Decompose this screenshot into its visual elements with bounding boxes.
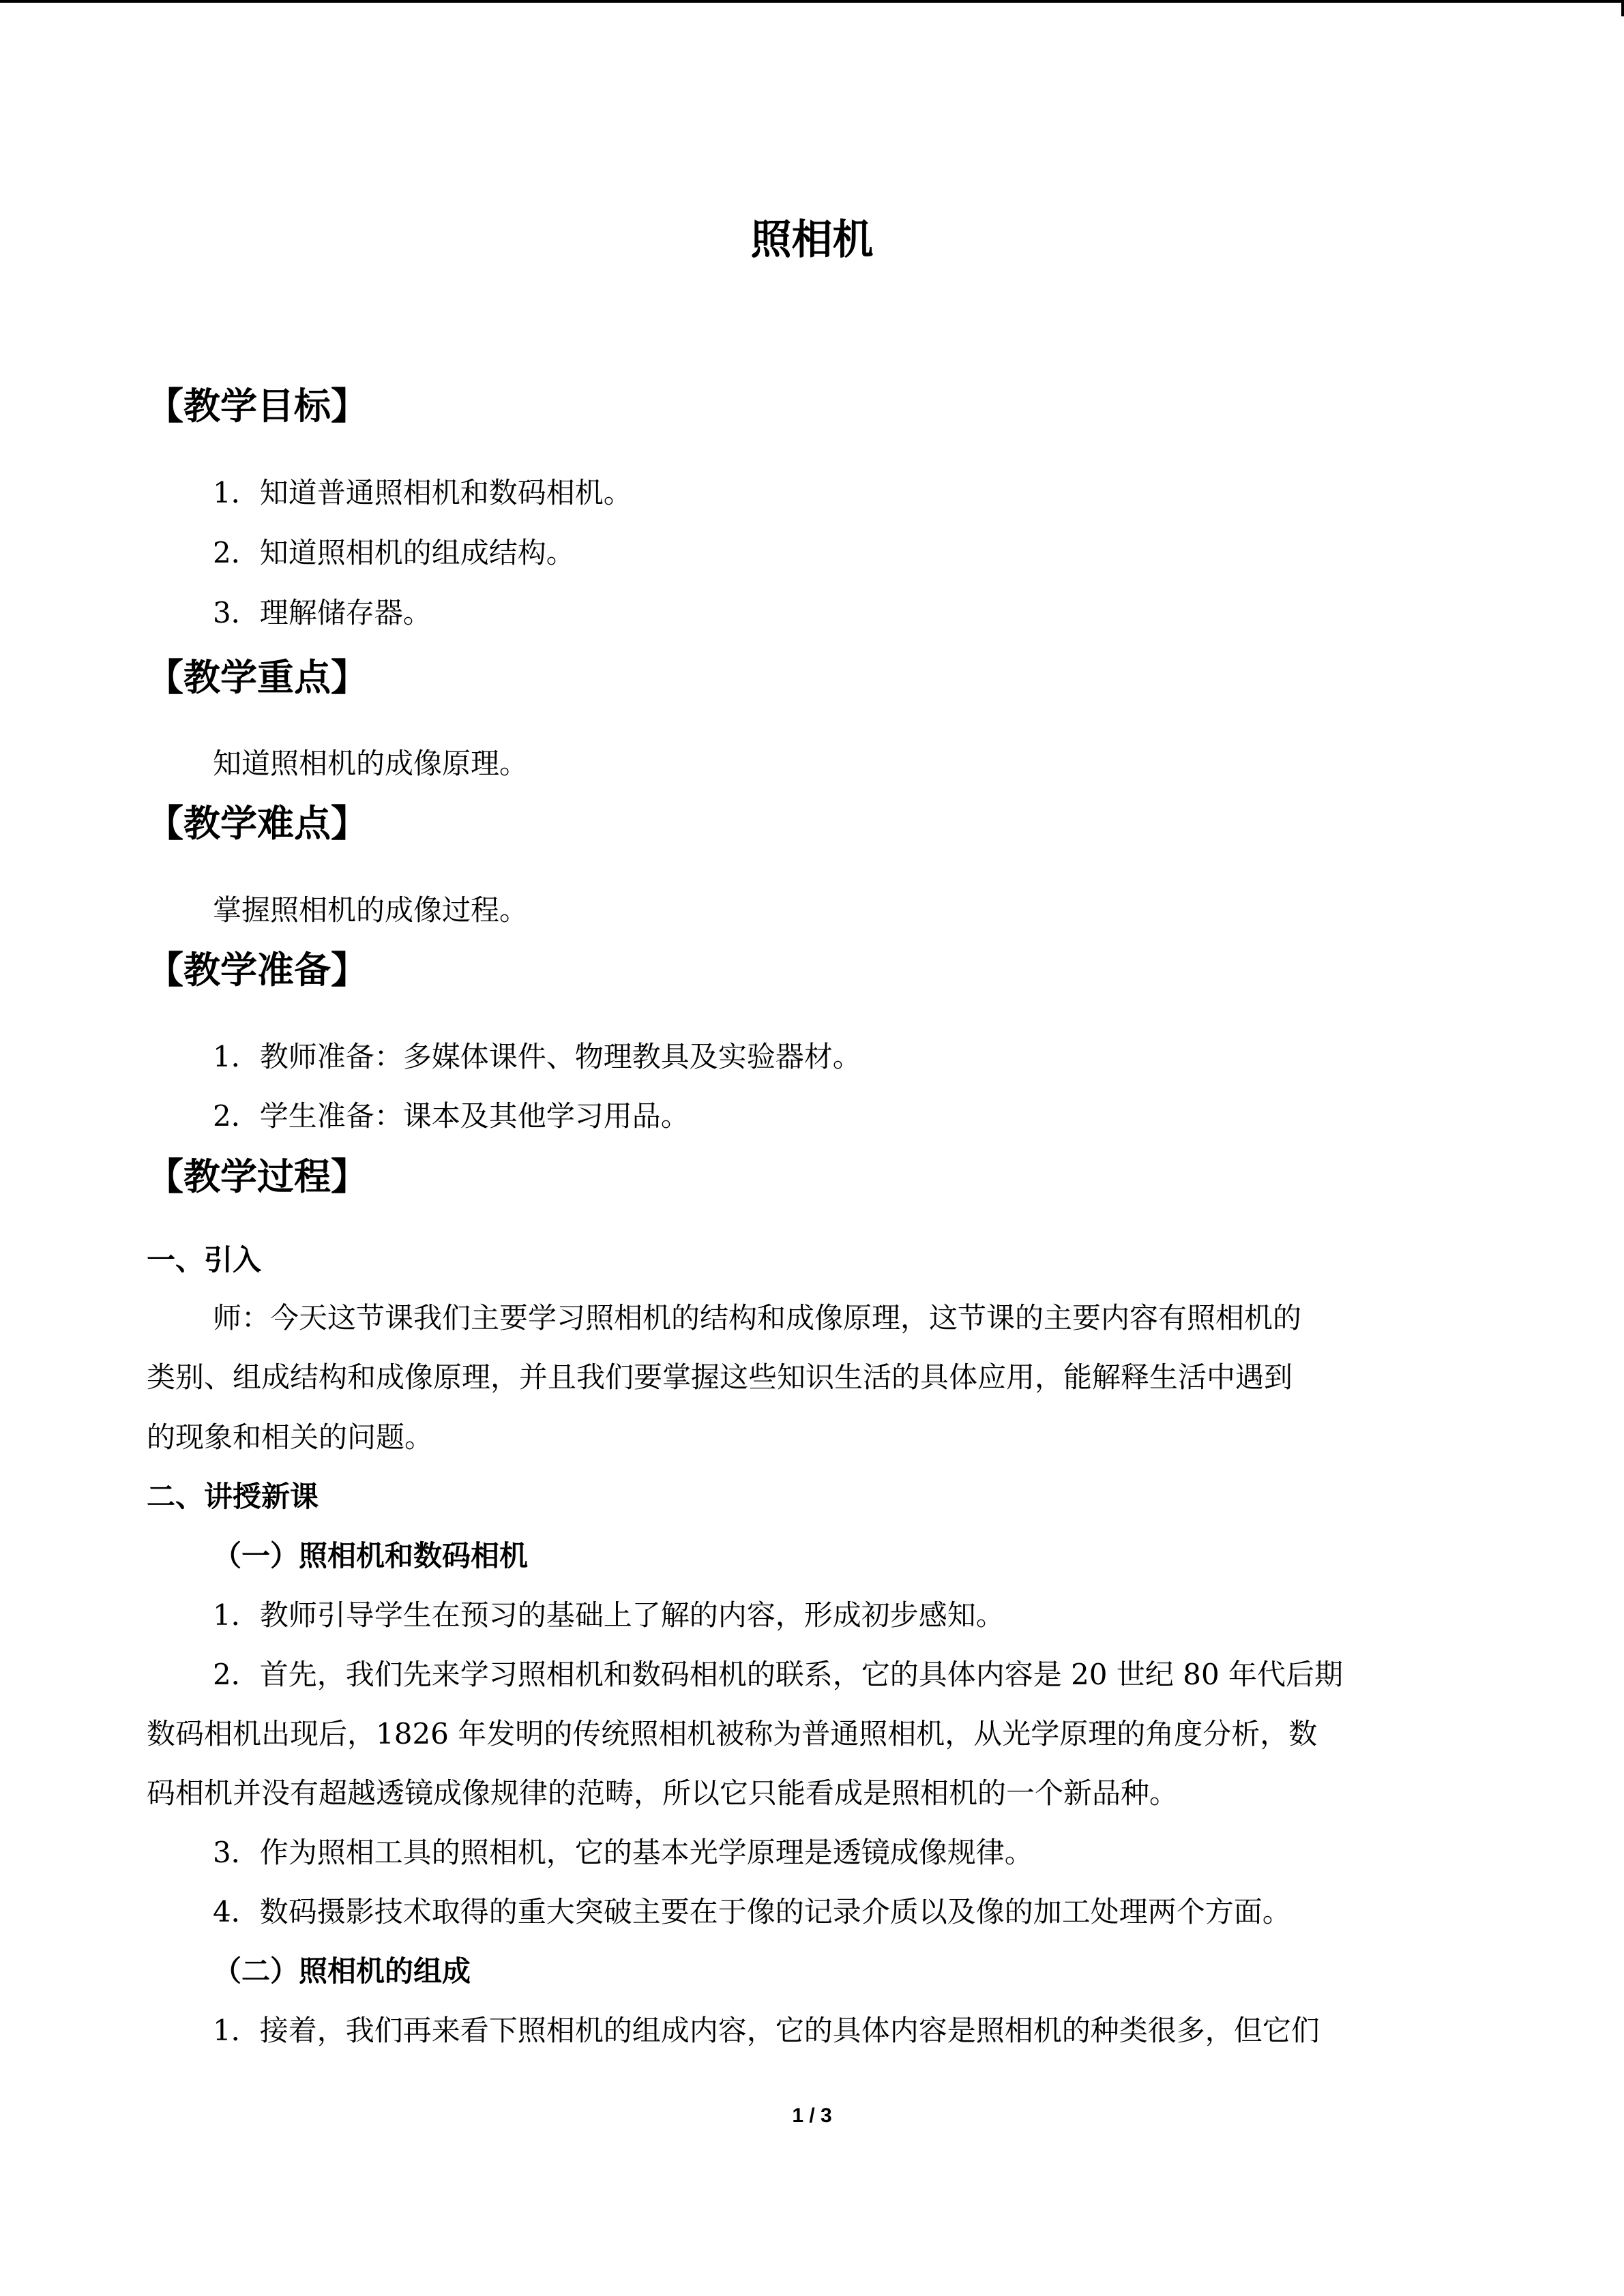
paragraph-line: 1．接着，我们再来看下照相机的组成内容，它的具体内容是照相机的种类很多，但它们 <box>213 2014 1320 2047</box>
section-heading-process: 【教学过程】 <box>147 1155 368 1198</box>
goal-item: 2．知道照相机的组成结构。 <box>213 536 575 569</box>
paragraph-line: 3．作为照相工具的照相机，它的基本光学原理是透镜成像规律。 <box>213 1836 1033 1869</box>
paragraph-line: 1．教师引导学生在预习的基础上了解的内容，形成初步感知。 <box>213 1598 1005 1632</box>
paragraph-line: 的现象和相关的问题。 <box>147 1420 434 1454</box>
preparation-item: 2．学生准备：课本及其他学习用品。 <box>213 1099 690 1133</box>
difficulties-text: 掌握照相机的成像过程。 <box>213 893 529 927</box>
paragraph-line: 码相机并没有超越透镜成像规律的范畴，所以它只能看成是照相机的一个新品种。 <box>147 1776 1179 1810</box>
document-title: 照相机 <box>750 216 874 264</box>
page-corner-mark <box>1621 0 1624 16</box>
part-title-intro: 一、引入 <box>147 1243 262 1277</box>
paragraph-line: 数码相机出现后，1826 年发明的传统照相机被称为普通照相机，从光学原理的角度分析，数 <box>147 1717 1318 1750</box>
page-number: 1 / 3 <box>792 2104 832 2127</box>
sub-section-title: （一）照相机和数码相机 <box>213 1539 529 1572</box>
key-points-text: 知道照相机的成像原理。 <box>213 747 529 780</box>
paragraph-line: 2．首先，我们先来学习照相机和数码相机的联系，它的具体内容是 20 世纪 80 年代后期 <box>213 1658 1344 1691</box>
goal-item: 3．理解储存器。 <box>213 596 432 629</box>
paragraph-line: 师：今天这节课我们主要学习照相机的结构和成像原理，这节课的主要内容有照相机的 <box>213 1301 1302 1335</box>
paragraph-line: 4．数码摄影技术取得的重大突破主要在于像的记录介质以及像的加工处理两个方面。 <box>213 1895 1291 1928</box>
section-heading-goals: 【教学目标】 <box>147 385 368 428</box>
section-heading-key-points: 【教学重点】 <box>147 656 368 699</box>
paragraph-line: 类别、组成结构和成像原理，并且我们要掌握这些知识生活的具体应用，能解释生活中遇到 <box>147 1360 1293 1394</box>
part-title-new-lesson: 二、讲授新课 <box>147 1480 319 1513</box>
sub-section-title: （二）照相机的组成 <box>213 1954 471 1988</box>
section-heading-difficulties: 【教学难点】 <box>147 802 368 845</box>
preparation-item: 1．教师准备：多媒体课件、物理教具及实验器材。 <box>213 1040 861 1073</box>
page-top-border <box>0 0 1624 3</box>
goal-item: 1．知道普通照相机和数码相机。 <box>213 476 632 509</box>
section-heading-preparation: 【教学准备】 <box>147 949 368 992</box>
